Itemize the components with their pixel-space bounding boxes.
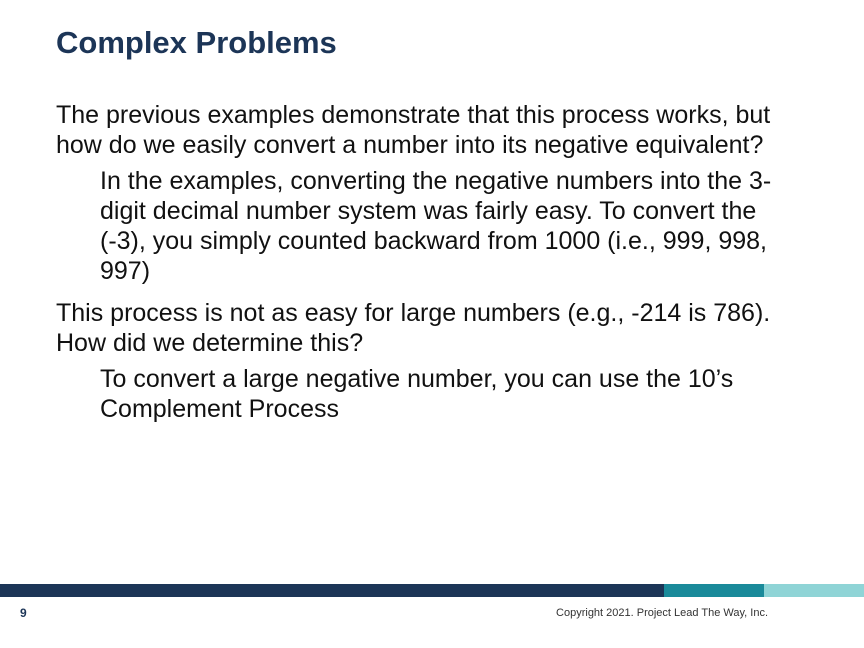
slide-content — [56, 100, 796, 436]
bullet-level1-2: This process is not as easy for large numbers (e.g., -214 is 786). How did we determine this? — [56, 299, 771, 357]
slide-title: Complex Problems — [56, 25, 337, 60]
page-number: 9 — [20, 606, 27, 620]
footer-color-bar — [0, 584, 864, 597]
bullet-level2-1: In the examples, converting the negative numbers into the 3-digit decimal number system was fairly easy. To convert the (-3), you simply counted backward from 1000 (i.e., 999, 998, 997) — [100, 167, 772, 285]
bullet-block-2 — [56, 298, 796, 424]
bullet-block-1 — [56, 100, 796, 286]
bullet-level2-2: To convert a large negative number, you can use the 10’s Complement Process — [100, 365, 734, 423]
copyright-notice: Copyright 2021. Project Lead The Way, Inc. — [556, 607, 768, 619]
footer-bar-light — [764, 584, 864, 597]
footer-bar-teal — [664, 584, 764, 597]
footer-bar-navy — [0, 584, 664, 597]
bullet-level1-1: The previous examples demonstrate that this process works, but how do we easily convert a number into its negative equivalent? — [56, 101, 771, 159]
